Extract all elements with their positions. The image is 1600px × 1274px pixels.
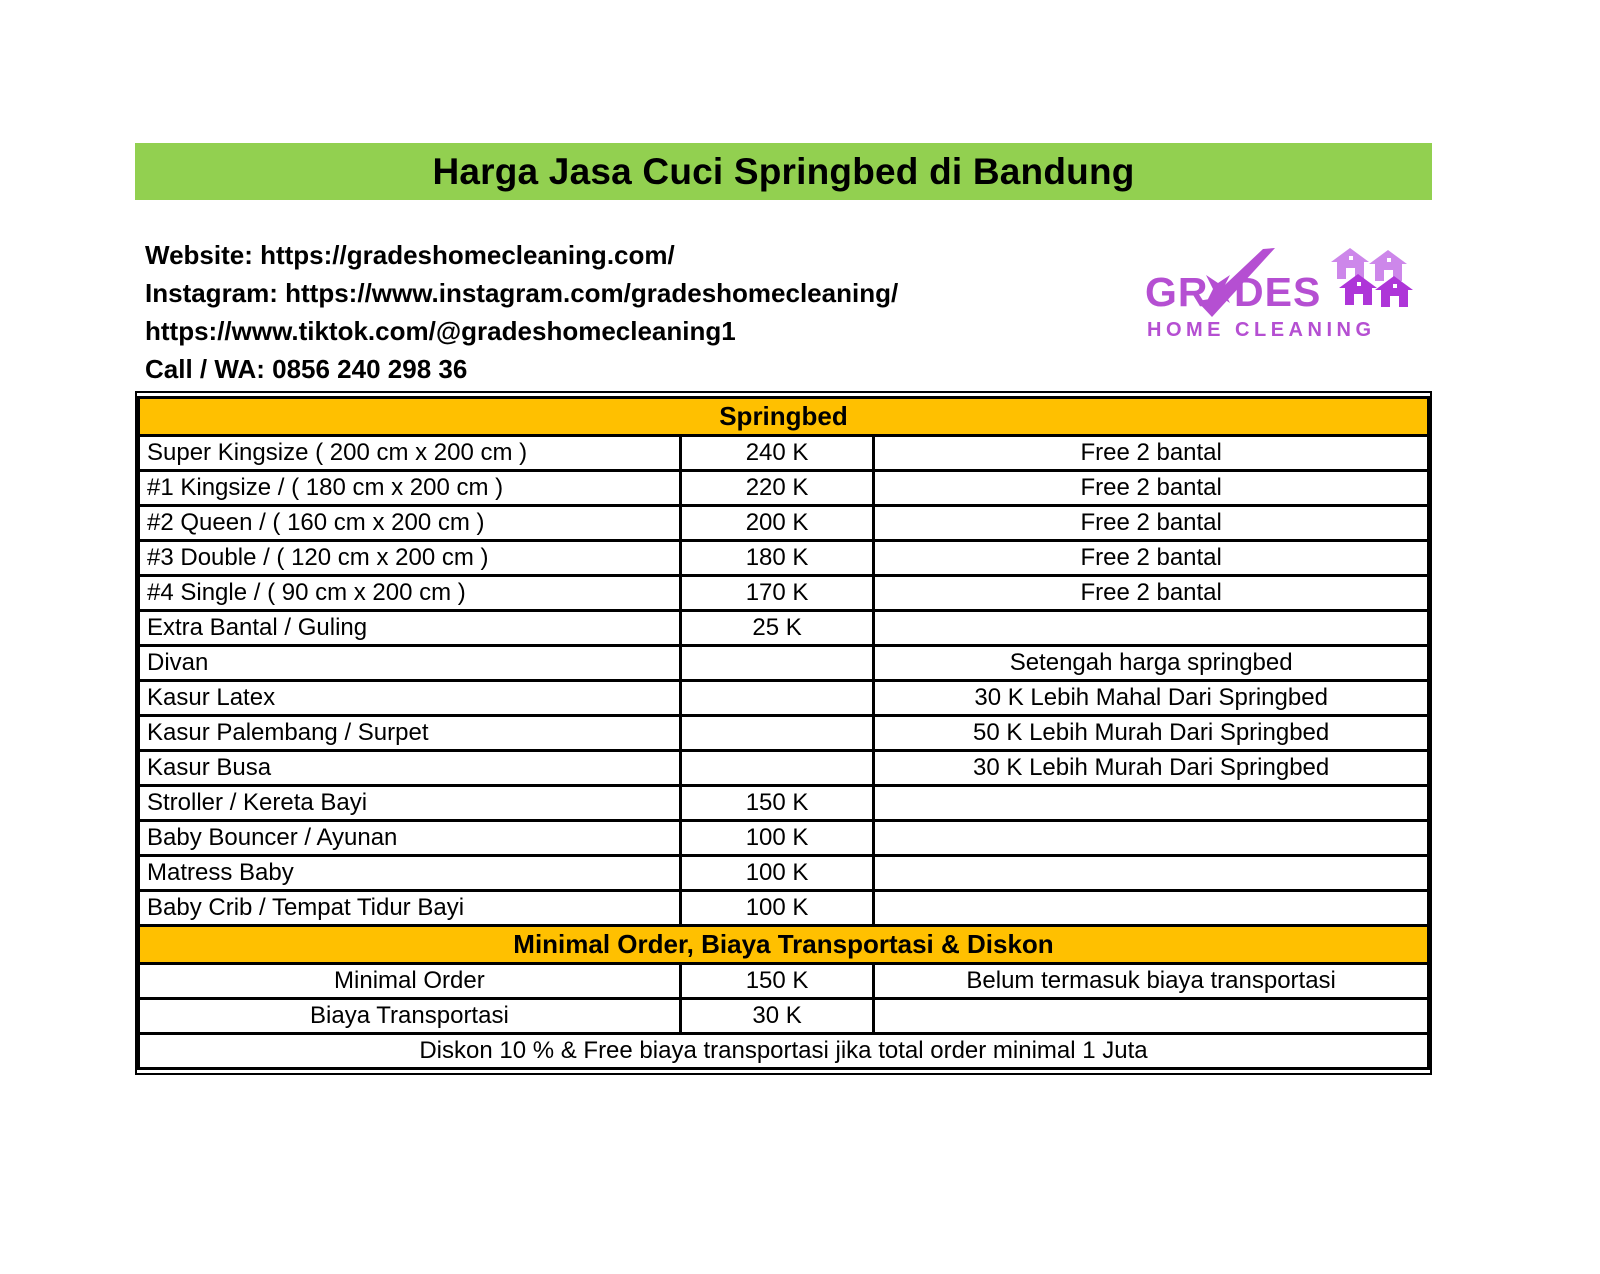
item-cell: Baby Crib / Tempat Tidur Bayi [139, 891, 681, 926]
note-cell [874, 891, 1429, 926]
price-cell: 170 K [680, 576, 874, 611]
contact-block [145, 236, 898, 388]
note-cell: Free 2 bantal [874, 471, 1429, 506]
note-cell [874, 999, 1429, 1034]
price-cell [680, 681, 874, 716]
title-banner [135, 143, 1432, 200]
price-cell [680, 751, 874, 786]
table-row [139, 821, 1429, 856]
price-cell: 220 K [680, 471, 874, 506]
price-cell: 150 K [680, 786, 874, 821]
note-cell: 50 K Lebih Murah Dari Springbed [874, 716, 1429, 751]
table-row [139, 471, 1429, 506]
item-cell: Baby Bouncer / Ayunan [139, 821, 681, 856]
springbed-rows [139, 436, 1429, 926]
discount-note: Diskon 10 % & Free biaya transportasi jika total order minimal 1 Juta [139, 1034, 1429, 1069]
item-cell: Stroller / Kereta Bayi [139, 786, 681, 821]
item-cell: Minimal Order [139, 964, 681, 999]
item-cell: Kasur Palembang / Surpet [139, 716, 681, 751]
contact-phone: Call / WA: 0856 240 298 36 [145, 354, 468, 384]
price-cell: 200 K [680, 506, 874, 541]
logo-text-des: DES [1234, 269, 1322, 315]
item-cell: Extra Bantal / Guling [139, 611, 681, 646]
table-row [139, 646, 1429, 681]
price-cell [680, 716, 874, 751]
note-cell [874, 821, 1429, 856]
item-cell: Divan [139, 646, 681, 681]
price-table-container [135, 391, 1432, 1075]
note-cell: Free 2 bantal [874, 506, 1429, 541]
item-cell: Biaya Transportasi [139, 999, 681, 1034]
table-row [139, 786, 1429, 821]
price-cell: 240 K [680, 436, 874, 471]
price-cell: 25 K [680, 611, 874, 646]
section-header-minimal-order: Minimal Order, Biaya Transportasi & Diskon [139, 926, 1429, 964]
note-cell [874, 856, 1429, 891]
note-cell: Belum termasuk biaya transportasi [874, 964, 1429, 999]
price-cell: 150 K [680, 964, 874, 999]
item-cell: #3 Double / ( 120 cm x 200 cm ) [139, 541, 681, 576]
item-cell: Matress Baby [139, 856, 681, 891]
table-row [139, 681, 1429, 716]
table-row [139, 506, 1429, 541]
note-cell: Setengah harga springbed [874, 646, 1429, 681]
springbed-section-header [139, 398, 1429, 436]
note-cell: Free 2 bantal [874, 541, 1429, 576]
note-cell [874, 611, 1429, 646]
item-cell: Kasur Latex [139, 681, 681, 716]
note-cell: 30 K Lebih Murah Dari Springbed [874, 751, 1429, 786]
note-cell: Free 2 bantal [874, 576, 1429, 611]
contact-website: Website: https://gradeshomecleaning.com/ [145, 240, 675, 270]
item-cell: Kasur Busa [139, 751, 681, 786]
houses-icon [1331, 248, 1413, 307]
table-row [139, 856, 1429, 891]
price-cell: 100 K [680, 821, 874, 856]
note-cell: 30 K Lebih Mahal Dari Springbed [874, 681, 1429, 716]
price-cell: 180 K [680, 541, 874, 576]
note-cell: Free 2 bantal [874, 436, 1429, 471]
section-header-row [139, 926, 1429, 964]
note-cell [874, 786, 1429, 821]
item-cell: #2 Queen / ( 160 cm x 200 cm ) [139, 506, 681, 541]
minimal-order-rows [139, 964, 1429, 1034]
grades-home-cleaning-logo [1145, 246, 1413, 342]
table-row [139, 576, 1429, 611]
table-row [139, 891, 1429, 926]
page-title: Harga Jasa Cuci Springbed di Bandung [432, 150, 1135, 192]
section-header-springbed: Springbed [139, 398, 1429, 436]
item-cell: Super Kingsize ( 200 cm x 200 cm ) [139, 436, 681, 471]
table-row [139, 541, 1429, 576]
item-cell: #1 Kingsize / ( 180 cm x 200 cm ) [139, 471, 681, 506]
section-header-row [139, 398, 1429, 436]
table-row [139, 436, 1429, 471]
item-cell: #4 Single / ( 90 cm x 200 cm ) [139, 576, 681, 611]
discount-note-row [139, 1034, 1429, 1069]
logo-text-gr: GR [1145, 269, 1209, 315]
table-row [139, 751, 1429, 786]
contact-instagram: Instagram: https://www.instagram.com/gradeshomecleaning/ [145, 278, 899, 308]
contact-tiktok: https://www.tiktok.com/@gradeshomecleaning1 [145, 316, 736, 346]
price-cell: 100 K [680, 891, 874, 926]
minimal-order-section-header [139, 926, 1429, 964]
table-row [139, 611, 1429, 646]
price-cell: 100 K [680, 856, 874, 891]
logo-subtitle: HOME CLEANING [1147, 319, 1376, 341]
price-cell [680, 646, 874, 681]
table-row [139, 964, 1429, 999]
price-table [137, 396, 1430, 1070]
table-row [139, 716, 1429, 751]
footer-section [139, 1034, 1429, 1069]
price-cell: 30 K [680, 999, 874, 1034]
company-logo [1145, 246, 1413, 342]
table-row [139, 999, 1429, 1034]
